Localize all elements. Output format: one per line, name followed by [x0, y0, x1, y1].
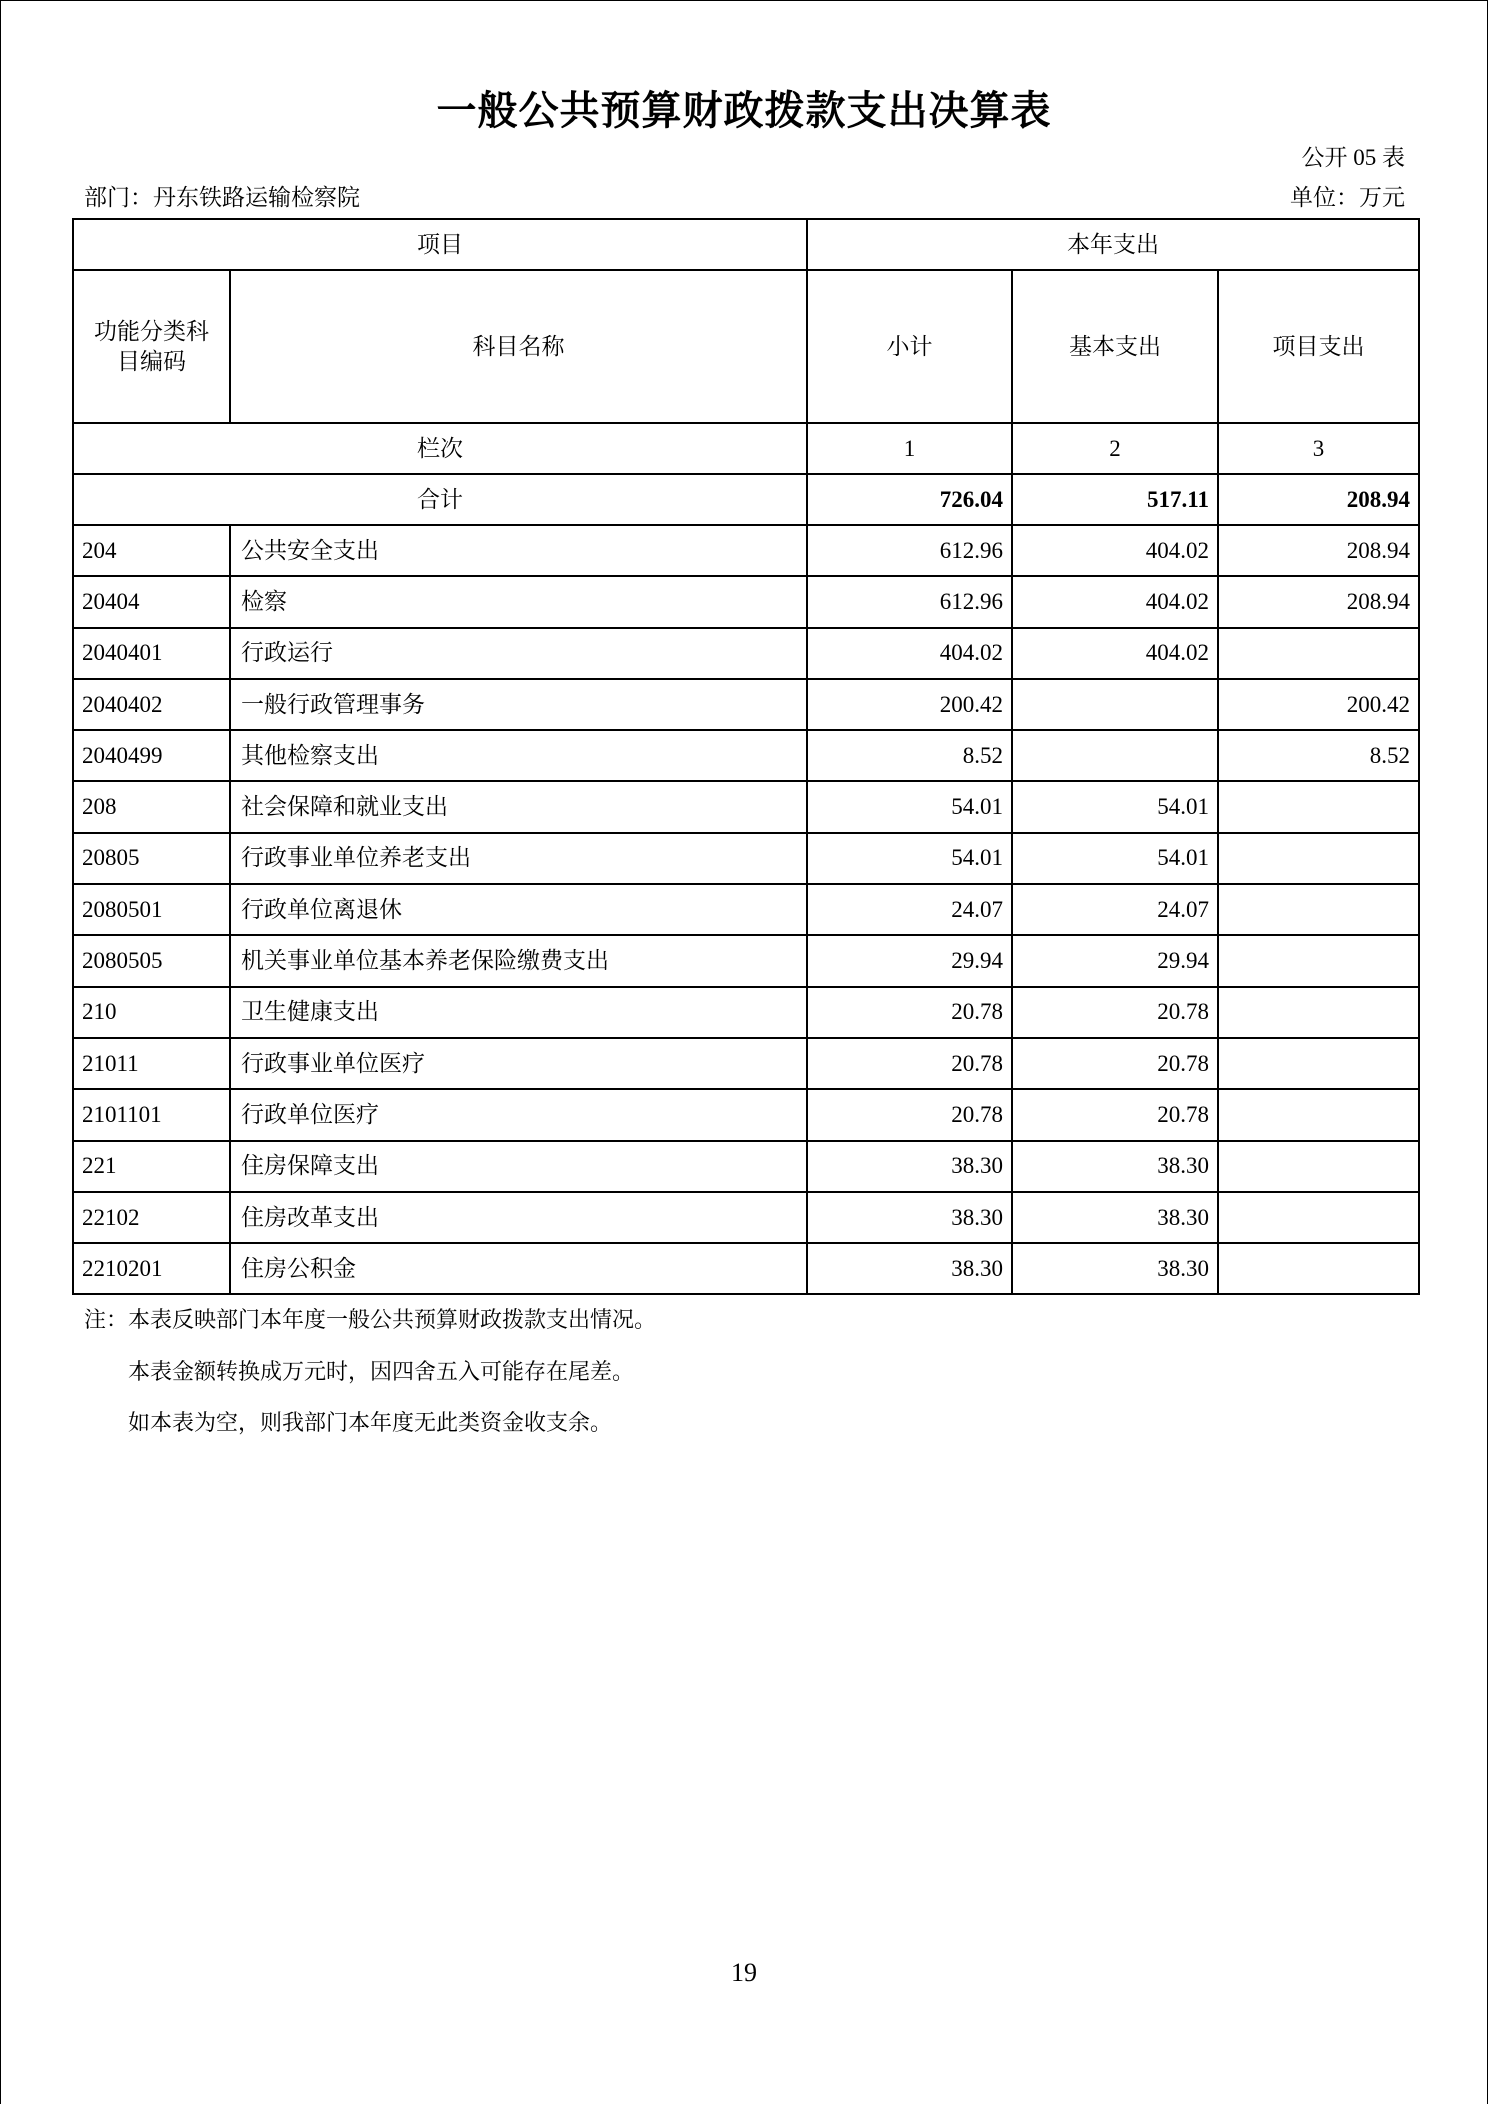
row-name: 行政运行 — [230, 628, 807, 679]
note-line: 本表金额转换成万元时，因四舍五入可能存在尾差。 — [128, 1359, 635, 1384]
table-row — [73, 679, 1419, 730]
table-row — [73, 1089, 1419, 1140]
row-code: 2040402 — [73, 679, 230, 730]
row-project — [1218, 1038, 1419, 1089]
row-project: 208.94 — [1218, 525, 1419, 576]
table-row — [73, 781, 1419, 832]
row-subtotal: 8.52 — [807, 730, 1012, 781]
header-name: 科目名称 — [230, 270, 807, 423]
row-subtotal: 38.30 — [807, 1141, 1012, 1192]
table-row — [73, 935, 1419, 986]
row-code: 208 — [73, 781, 230, 832]
row-name: 卫生健康支出 — [230, 987, 807, 1038]
row-basic: 38.30 — [1012, 1243, 1218, 1294]
header-current-year: 本年支出 — [807, 219, 1419, 270]
table-row — [73, 884, 1419, 935]
table-row — [73, 1243, 1419, 1294]
row-code: 20404 — [73, 576, 230, 627]
row-name: 社会保障和就业支出 — [230, 781, 807, 832]
row-name: 一般行政管理事务 — [230, 679, 807, 730]
row-code: 2101101 — [73, 1089, 230, 1140]
table-row — [73, 730, 1419, 781]
row-name: 住房保障支出 — [230, 1141, 807, 1192]
table-row — [73, 987, 1419, 1038]
row-name: 其他检察支出 — [230, 730, 807, 781]
row-name: 行政事业单位医疗 — [230, 1038, 807, 1089]
column-index-1: 1 — [807, 423, 1012, 474]
row-subtotal: 404.02 — [807, 628, 1012, 679]
column-index-2: 2 — [1012, 423, 1218, 474]
row-subtotal: 20.78 — [807, 1038, 1012, 1089]
note-line: 如本表为空，则我部门本年度无此类资金收支余。 — [128, 1410, 613, 1435]
row-project — [1218, 781, 1419, 832]
row-subtotal: 38.30 — [807, 1243, 1012, 1294]
row-subtotal: 20.78 — [807, 987, 1012, 1038]
row-basic: 54.01 — [1012, 833, 1218, 884]
row-subtotal: 38.30 — [807, 1192, 1012, 1243]
page-title: 一般公共预算财政拨款支出决算表 — [436, 88, 1052, 134]
row-project: 208.94 — [1218, 576, 1419, 627]
table-row — [73, 525, 1419, 576]
table-row — [73, 1141, 1419, 1192]
row-subtotal: 29.94 — [807, 935, 1012, 986]
row-basic — [1012, 730, 1218, 781]
header-row-columns — [73, 270, 1419, 423]
expenditure-table — [72, 218, 1420, 1295]
row-subtotal: 54.01 — [807, 833, 1012, 884]
row-basic: 404.02 — [1012, 576, 1218, 627]
row-basic: 29.94 — [1012, 935, 1218, 986]
row-code: 22102 — [73, 1192, 230, 1243]
row-project — [1218, 1141, 1419, 1192]
row-code: 221 — [73, 1141, 230, 1192]
row-code: 210 — [73, 987, 230, 1038]
header-code: 功能分类科目编码 — [94, 318, 209, 374]
row-basic: 20.78 — [1012, 1038, 1218, 1089]
row-subtotal: 612.96 — [807, 525, 1012, 576]
row-project: 8.52 — [1218, 730, 1419, 781]
row-subtotal: 200.42 — [807, 679, 1012, 730]
row-basic: 20.78 — [1012, 987, 1218, 1038]
row-project — [1218, 1243, 1419, 1294]
row-name: 机关事业单位基本养老保险缴费支出 — [230, 935, 807, 986]
row-code: 2040499 — [73, 730, 230, 781]
row-basic: 38.30 — [1012, 1141, 1218, 1192]
row-basic: 20.78 — [1012, 1089, 1218, 1140]
row-project — [1218, 628, 1419, 679]
row-basic: 38.30 — [1012, 1192, 1218, 1243]
total-label: 合计 — [73, 474, 807, 525]
row-basic: 404.02 — [1012, 525, 1218, 576]
header-code-cell — [73, 270, 230, 423]
row-name: 检察 — [230, 576, 807, 627]
row-subtotal: 20.78 — [807, 1089, 1012, 1140]
table-row — [73, 1192, 1419, 1243]
row-code: 2080501 — [73, 884, 230, 935]
total-basic: 517.11 — [1012, 474, 1218, 525]
row-basic: 54.01 — [1012, 781, 1218, 832]
row-code: 20805 — [73, 833, 230, 884]
row-project — [1218, 987, 1419, 1038]
table-row — [73, 628, 1419, 679]
row-project — [1218, 884, 1419, 935]
column-index-3: 3 — [1218, 423, 1419, 474]
row-name: 行政事业单位养老支出 — [230, 833, 807, 884]
row-project — [1218, 935, 1419, 986]
row-code: 204 — [73, 525, 230, 576]
row-code: 2040401 — [73, 628, 230, 679]
row-code: 21011 — [73, 1038, 230, 1089]
row-name: 行政单位离退休 — [230, 884, 807, 935]
row-project: 200.42 — [1218, 679, 1419, 730]
table-row — [73, 576, 1419, 627]
header-project: 项目支出 — [1218, 270, 1419, 423]
header-basic: 基本支出 — [1012, 270, 1218, 423]
row-project — [1218, 833, 1419, 884]
row-name: 公共安全支出 — [230, 525, 807, 576]
row-subtotal: 54.01 — [807, 781, 1012, 832]
total-subtotal: 726.04 — [807, 474, 1012, 525]
row-name: 住房改革支出 — [230, 1192, 807, 1243]
row-name: 行政单位医疗 — [230, 1089, 807, 1140]
department-label: 部门：丹东铁路运输检察院 — [84, 185, 360, 210]
row-code: 2080505 — [73, 935, 230, 986]
row-name: 住房公积金 — [230, 1243, 807, 1294]
total-project: 208.94 — [1218, 474, 1419, 525]
row-subtotal: 24.07 — [807, 884, 1012, 935]
header-row-top — [73, 219, 1419, 270]
row-project — [1218, 1089, 1419, 1140]
row-subtotal: 612.96 — [807, 576, 1012, 627]
table-row — [73, 1038, 1419, 1089]
row-basic — [1012, 679, 1218, 730]
row-code: 2210201 — [73, 1243, 230, 1294]
row-basic: 404.02 — [1012, 628, 1218, 679]
page-number: 19 — [731, 1958, 757, 1987]
column-index-row — [73, 423, 1419, 474]
row-basic: 24.07 — [1012, 884, 1218, 935]
table-row — [73, 833, 1419, 884]
header-subtotal: 小计 — [807, 270, 1012, 423]
total-row — [73, 474, 1419, 525]
column-index-label: 栏次 — [73, 423, 807, 474]
form-number: 公开 05 表 — [1301, 145, 1405, 170]
row-project — [1218, 1192, 1419, 1243]
unit-label: 单位：万元 — [1290, 185, 1405, 210]
header-item: 项目 — [73, 219, 807, 270]
note-line: 注：本表反映部门本年度一般公共预算财政拨款支出情况。 — [84, 1307, 657, 1332]
